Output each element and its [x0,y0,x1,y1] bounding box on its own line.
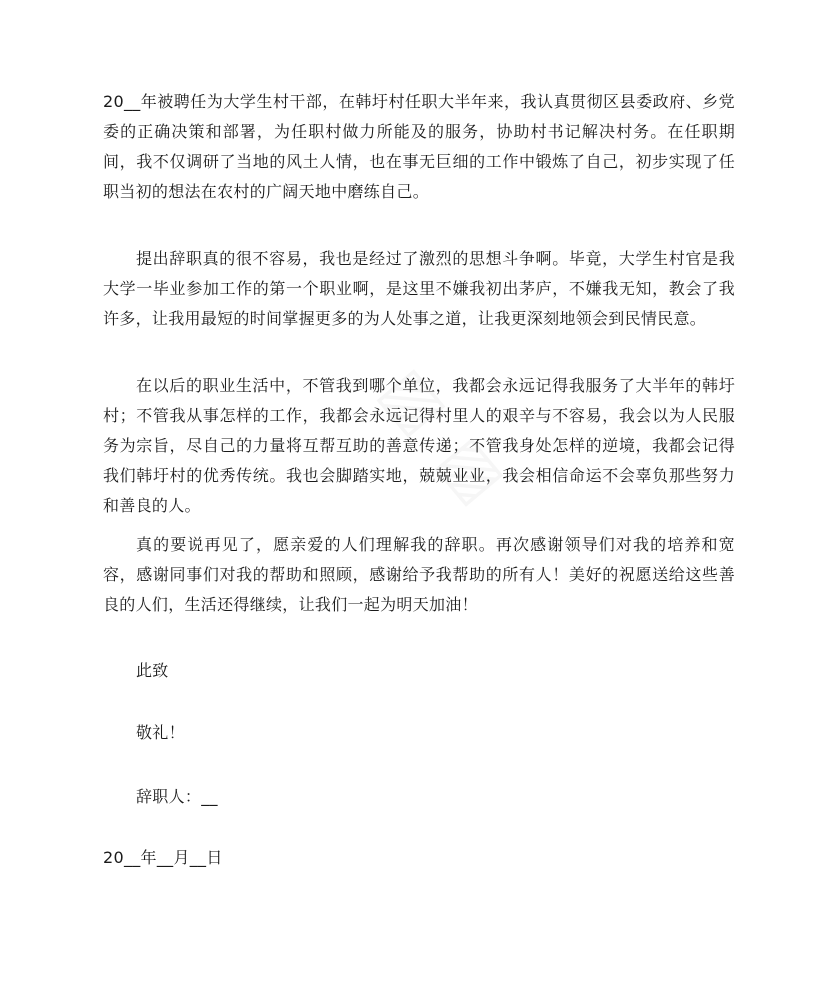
date-line: 20__年__月__日 [103,848,223,867]
paragraph-reason: 提出辞职真的很不容易，我也是经过了激烈的思想斗争啊。毕竟，大学生村官是我大学一毕业参加工作的第一个职业啊，是这里不嫌我初出茅庐，不嫌我无知，教会了我许多，让我用最短的时间掌握更多的为人处事之道，让我更深刻地领会到民情民意。 [103,249,735,328]
salute-text: 敬礼！ [136,723,185,742]
signature-line: 辞职人：__ [136,787,218,806]
paragraph-intro: 20__年被聘任为大学生村干部，在韩圩村任职大半年来，我认真贯彻区县委政府、乡党委的正确决策和部署，为任职村做力所能及的服务，协助村书记解决村务。在任职期间，我不仅调研了当地的风土人情，也在事无巨细的工作中锻炼了自己，初步实现了任职当初的想法在农村的广阔天地中磨练自己。 [103,92,735,201]
paragraph-farewell: 真的要说再见了，愿亲爱的人们理解我的辞职。再次感谢领导们对我的培养和宽容，感谢同事们对我的帮助和照顾，感谢给予我帮助的所有人！美好的祝愿送给这些善良的人们，生活还得继续，让我们一起为明天加油！ [103,535,735,614]
closing-text: 此致 [136,661,169,680]
paragraph-future: 在以后的职业生活中，不管我到哪个单位，我都会永远记得我服务了大半年的韩圩村；不管我从事怎样的工作，我都会永远记得村里人的艰辛与不容易，我会以为人民服务为宗旨，尽自己的力量将互帮互助的善意传递；不管我身处怎样的逆境，我都会记得我们韩圩村的优秀传统。我也会脚踏实地，兢兢业业，我会相信命运不会辜负那些努力和善良的人。 [103,376,735,515]
